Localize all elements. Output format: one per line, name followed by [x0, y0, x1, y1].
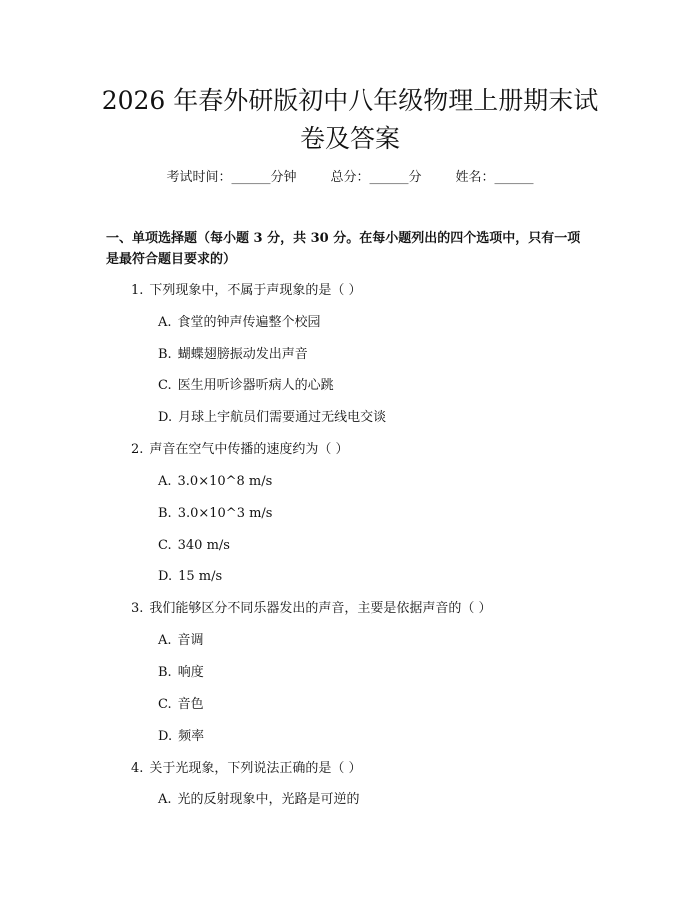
option-letter: D.	[158, 729, 173, 744]
question-3-option-b	[158, 663, 204, 683]
exam-score-field: 总分：______分	[330, 170, 422, 185]
option-letter: D.	[158, 410, 173, 425]
question-2-option-c	[158, 536, 230, 556]
option-text: 音色	[177, 697, 204, 712]
question-3-option-c	[158, 695, 204, 715]
option-text: 蝴蝶翅膀振动发出声音	[177, 347, 308, 362]
option-letter: B.	[158, 665, 172, 680]
exam-time-field: 考试时间：______分钟	[166, 170, 297, 185]
option-text: 3.0×10^3 m/s	[177, 506, 273, 521]
option-letter: A.	[158, 315, 172, 330]
question-4	[131, 759, 362, 779]
question-1-option-b	[158, 345, 308, 365]
question-3	[131, 599, 492, 619]
question-3-option-d	[158, 727, 204, 747]
question-3-option-a	[158, 631, 204, 651]
option-text: 340 m/s	[177, 538, 230, 553]
student-name-field: 姓名：______	[455, 170, 534, 185]
question-text: 关于光现象，下列说法正确的是（ ）	[149, 761, 362, 776]
option-text: 15 m/s	[178, 569, 223, 584]
question-number: 3.	[131, 601, 144, 616]
option-letter: C.	[158, 697, 172, 712]
section-heading-line2: 是最符合题目要求的）	[106, 252, 237, 267]
option-letter: D.	[158, 569, 173, 584]
question-text: 声音在空气中传播的速度约为（ ）	[149, 442, 349, 457]
question-2	[131, 440, 349, 460]
option-letter: A.	[158, 474, 172, 489]
option-text: 音调	[177, 633, 204, 648]
question-2-option-b	[158, 504, 272, 524]
option-text: 医生用听诊器听病人的心跳	[177, 378, 334, 393]
exam-title	[80, 82, 620, 158]
question-text: 下列现象中，不属于声现象的是（ ）	[149, 283, 362, 298]
option-letter: A.	[158, 792, 172, 807]
exam-title-line1: 2026 年春外研版初中八年级物理上册期末试	[101, 86, 599, 115]
option-text: 频率	[178, 729, 205, 744]
option-letter: C.	[158, 538, 172, 553]
question-4-option-a	[158, 790, 360, 810]
option-text: 月球上宇航员们需要通过无线电交谈	[178, 410, 387, 425]
option-text: 3.0×10^8 m/s	[177, 474, 273, 489]
option-letter: B.	[158, 506, 172, 521]
exam-info	[0, 168, 700, 188]
question-text: 我们能够区分不同乐器发出的声音，主要是依据声音的（ ）	[149, 601, 492, 616]
option-text: 响度	[177, 665, 204, 680]
question-number: 2.	[131, 442, 144, 457]
question-2-option-a	[158, 472, 272, 492]
question-1	[131, 281, 362, 301]
question-2-option-d	[158, 567, 222, 587]
question-1-option-d	[158, 408, 386, 428]
option-letter: B.	[158, 347, 172, 362]
exam-title-line2: 卷及答案	[299, 124, 400, 153]
question-1-option-a	[158, 313, 321, 333]
question-number: 4.	[131, 761, 144, 776]
question-1-option-c	[158, 376, 334, 396]
option-letter: C.	[158, 378, 172, 393]
question-number: 1.	[131, 283, 144, 298]
section-heading	[106, 228, 606, 270]
option-text: 光的反射现象中，光路是可逆的	[177, 792, 360, 807]
option-letter: A.	[158, 633, 172, 648]
section-heading-line1: 一、单项选择题（每小题 3 分，共 30 分。在每小题列出的四个选项中，只有一项	[106, 231, 581, 246]
option-text: 食堂的钟声传遍整个校园	[177, 315, 321, 330]
